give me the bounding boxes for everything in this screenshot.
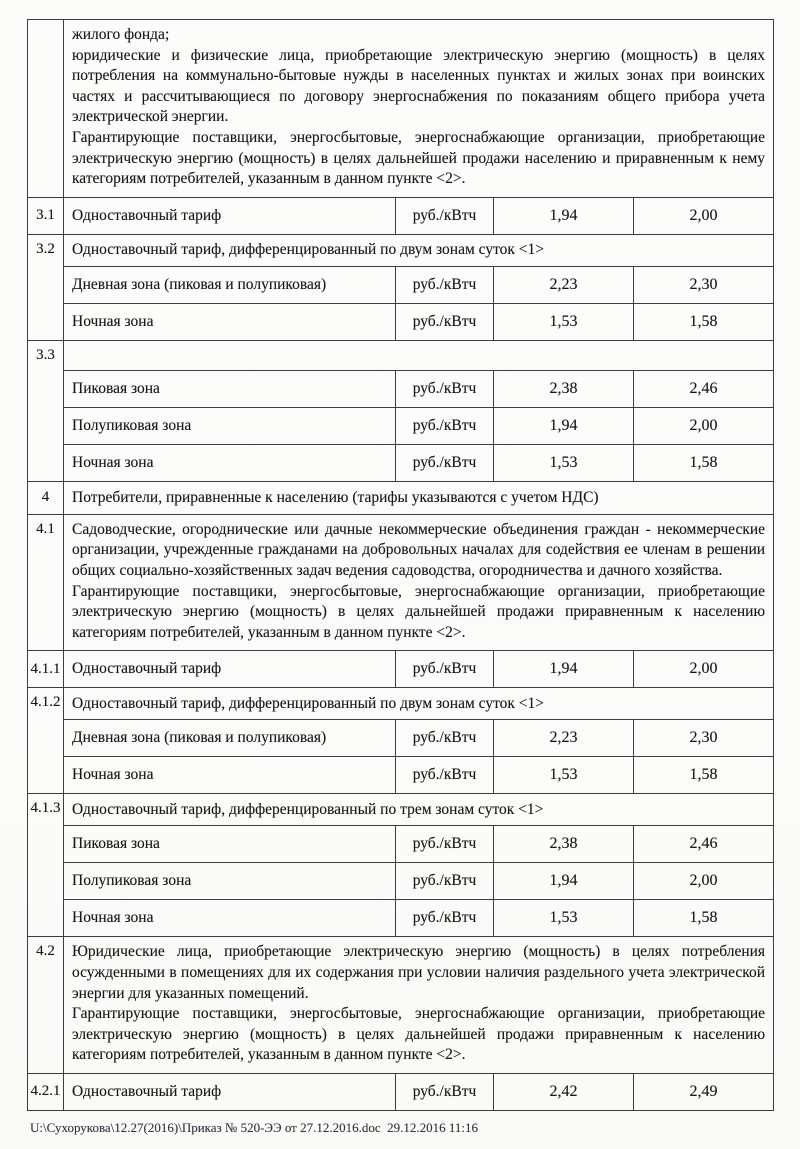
value-cell-1: 2,38: [494, 826, 634, 863]
value-cell-1: 2,23: [494, 266, 634, 303]
tariff-label-cell: Одноставочный тариф: [64, 651, 396, 688]
zone-row-3.3: [28, 370, 774, 407]
unit-cell: руб./кВтч: [396, 720, 494, 757]
row-number-cell: 4: [28, 481, 64, 514]
row-number-cell: 4.2.1: [28, 1073, 64, 1110]
value-cell-2: 2,49: [634, 1073, 774, 1110]
unit-cell: руб./кВтч: [396, 900, 494, 937]
unit-cell: руб./кВтч: [396, 266, 494, 303]
row-continuation: [28, 20, 774, 198]
section-label-cell: Потребители, приравненные к населению (тарифы указываются с учетом НДС): [64, 481, 774, 514]
unit-cell: руб./кВтч: [396, 757, 494, 794]
paragraph-text: юридические и физические лица, приобретающие электрическую энергию (мощность) в целях потребления на коммунально-бытовые нужды в населенных пунктах и жилых зонах при воинских частях и рассчитывающиеся по договору энергоснабжения по показаниям общего прибора учета электрической энергии.: [72, 46, 766, 126]
value-cell-2: 2,00: [634, 197, 774, 234]
row-number-cell: 4.1.1: [28, 651, 64, 688]
paragraph-text: Гарантирующие поставщики, энергосбытовые, энергоснабжающие организации, приобретающие электрическую энергию (мощность) в целях дальнейшей продажи приравненным к населению категориям потребителей, указанным в данном пункте <2>.: [72, 1005, 766, 1064]
row-4.1.2: [28, 688, 774, 720]
row-4.1.1: [28, 651, 774, 688]
paragraph-text: Садоводческие, огороднические или дачные некоммерческие объединения граждан - некоммерческие организации, учрежденные гражданами на добровольных началах для содействия ее членам в решении общих социально-хозяйственных задач ведения садоводства, огородничества и дачного хозяйства.: [72, 520, 766, 579]
zone-row-3.3: [28, 407, 774, 444]
value-cell-1: 1,53: [494, 303, 634, 340]
group-header-label-cell: Одноставочный тариф, дифференцированный по двум зонам суток <1>: [64, 234, 774, 266]
tariff-table-body: [28, 20, 774, 1111]
unit-cell: руб./кВтч: [396, 863, 494, 900]
paragraph-cell: [64, 937, 774, 1074]
value-cell-2: 1,58: [634, 303, 774, 340]
group-header-label-cell: Одноставочный тариф, дифференцированный по трем зонам суток <1>: [64, 794, 774, 826]
paragraph-cell: [64, 514, 774, 651]
group-header-label-cell: Одноставочный тариф, дифференцированный по двум зонам суток <1>: [64, 688, 774, 720]
zone-row-4.1.2: [28, 720, 774, 757]
value-cell-2: 2,00: [634, 863, 774, 900]
zone-row-4.1.2: [28, 757, 774, 794]
value-cell-1: 2,42: [494, 1073, 634, 1110]
value-cell-1: 1,53: [494, 900, 634, 937]
row-3.1: [28, 197, 774, 234]
value-cell-1: 2,23: [494, 720, 634, 757]
zone-label-cell: Пиковая зона: [64, 370, 396, 407]
value-cell-2: 2,46: [634, 826, 774, 863]
zone-row-4.1.3: [28, 863, 774, 900]
tariff-table: [27, 19, 774, 1111]
zone-row-3.3: [28, 444, 774, 481]
unit-cell: руб./кВтч: [396, 651, 494, 688]
paragraph-text: Юридические лица, приобретающие электрическую энергию (мощность) в целях потребления осужденными в помещениях для их содержания при условии наличия раздельного учета электрической энергии для указанных помещений.: [72, 943, 766, 1002]
value-cell-2: 2,30: [634, 266, 774, 303]
value-cell-1: 1,53: [494, 757, 634, 794]
row-4.1.3: [28, 794, 774, 826]
paragraph-text: Гарантирующие поставщики, энергосбытовые, энергоснабжающие организации, приобретающие электрическую энергию (мощность) в целях дальнейшей продажи населению и приравненным к нему категориям потребителей, указанным в данном пункте <2>.: [72, 128, 766, 188]
unit-cell: руб./кВтч: [396, 826, 494, 863]
zone-label-cell: Ночная зона: [64, 444, 396, 481]
zone-label-cell: Ночная зона: [64, 303, 396, 340]
zone-label-cell: Дневная зона (пиковая и полупиковая): [64, 266, 396, 303]
group-header-label-cell: [64, 340, 774, 370]
zone-label-cell: Полупиковая зона: [64, 407, 396, 444]
value-cell-2: 1,58: [634, 900, 774, 937]
zone-row-4.1.3: [28, 900, 774, 937]
row-number-cell: 4.1.3: [28, 794, 64, 937]
row-number-cell: 3.3: [28, 340, 64, 481]
row-number-cell: 4.1.2: [28, 688, 64, 794]
zone-row-3.2: [28, 266, 774, 303]
row-number-cell: 4.2: [28, 937, 64, 1074]
value-cell-1: 1,53: [494, 444, 634, 481]
value-cell-1: 1,94: [494, 407, 634, 444]
zone-row-4.1.3: [28, 826, 774, 863]
unit-cell: руб./кВтч: [396, 197, 494, 234]
paragraph-text: жилого фонда;: [72, 26, 170, 43]
zone-label-cell: Ночная зона: [64, 757, 396, 794]
unit-cell: руб./кВтч: [396, 407, 494, 444]
value-cell-2: 2,46: [634, 370, 774, 407]
value-cell-2: 2,00: [634, 407, 774, 444]
zone-label-cell: Ночная зона: [64, 900, 396, 937]
zone-label-cell: Дневная зона (пиковая и полупиковая): [64, 720, 396, 757]
row-4: [28, 481, 774, 514]
row-3.2: [28, 234, 774, 266]
paragraph-text: Гарантирующие поставщики, энергосбытовые, энергоснабжающие организации, приобретающие электрическую энергию (мощность) в целях дальнейшей продажи приравненным к населению категориям потребителей, указанным в данном пункте <2>.: [72, 582, 766, 641]
value-cell-1: 1,94: [494, 863, 634, 900]
file-path-footer: U:\Сухорукова\12.27(2016)\Приказ № 520-ЭЭ от 27.12.2016.doc 29.12.2016 11:16: [30, 1120, 478, 1135]
tariff-label-cell: Одноставочный тариф: [64, 197, 396, 234]
value-cell-2: 1,58: [634, 444, 774, 481]
row-4.2.1: [28, 1073, 774, 1110]
paragraph-cell: [64, 20, 774, 198]
unit-cell: руб./кВтч: [396, 1073, 494, 1110]
row-number-cell: 3.1: [28, 197, 64, 234]
value-cell-1: 1,94: [494, 197, 634, 234]
zone-label-cell: Пиковая зона: [64, 826, 396, 863]
row-number-cell: 4.1: [28, 514, 64, 651]
row-3.3: [28, 340, 774, 370]
zone-label-cell: Полупиковая зона: [64, 863, 396, 900]
row-number-cell: 3.2: [28, 234, 64, 340]
zone-row-3.2: [28, 303, 774, 340]
value-cell-1: 2,38: [494, 370, 634, 407]
unit-cell: руб./кВтч: [396, 370, 494, 407]
tariff-label-cell: Одноставочный тариф: [64, 1073, 396, 1110]
row-4.1: [28, 514, 774, 651]
value-cell-2: 2,30: [634, 720, 774, 757]
row-4.2: [28, 937, 774, 1074]
row-number-cell: [28, 20, 64, 198]
unit-cell: руб./кВтч: [396, 303, 494, 340]
unit-cell: руб./кВтч: [396, 444, 494, 481]
value-cell-2: 2,00: [634, 651, 774, 688]
value-cell-1: 1,94: [494, 651, 634, 688]
value-cell-2: 1,58: [634, 757, 774, 794]
